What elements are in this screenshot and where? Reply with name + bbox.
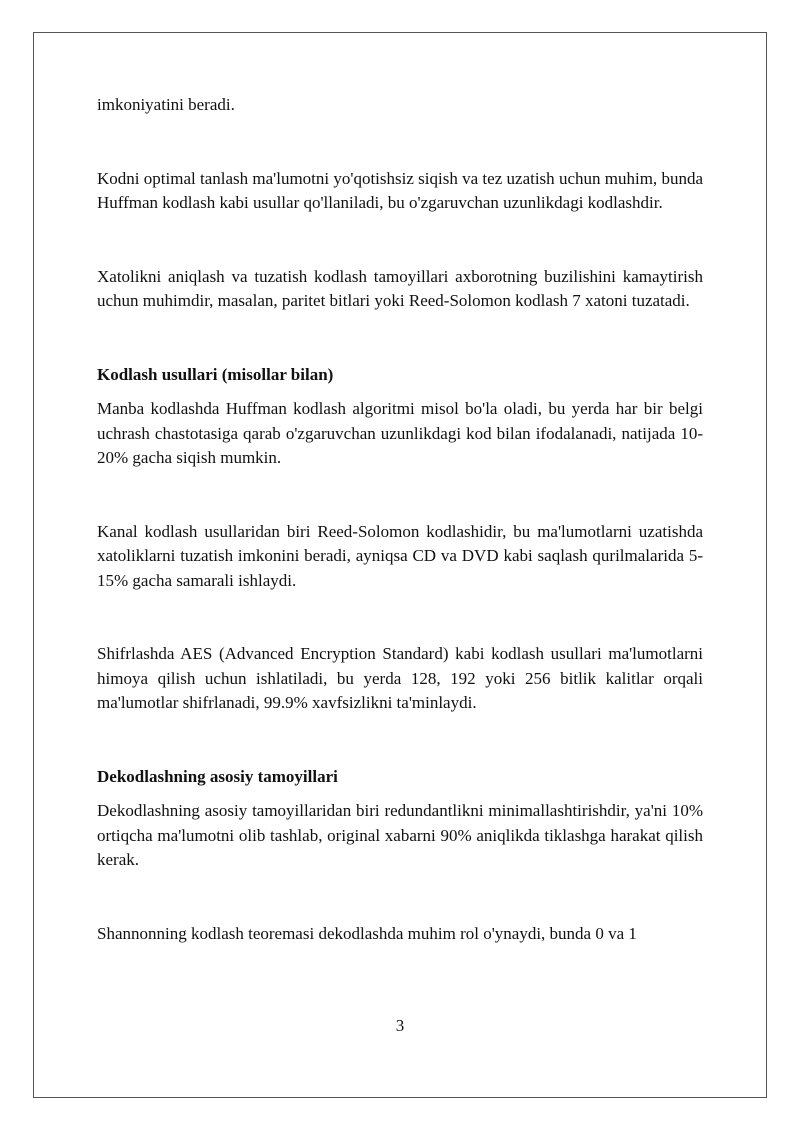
paragraph: Dekodlashning asosiy tamoyillaridan biri redundantlikni minimallashtirishdir, ya'ni 10% ortiqcha ma'lumotni olib tashlab, original xabarni 90% aniqlikda tiklashga harakat qilish kerak. (97, 801, 703, 869)
paragraph: Kanal kodlash usullaridan biri Reed-Solomon kodlashidir, bu ma'lumotlarni uzatishda xatoliklarni tuzatish imkonini beradi, ayniqsa CD va DVD kabi saqlash qurilmalarida 5-15% gacha samarali ishlaydi. (97, 521, 703, 590)
page-number: 3 (395, 1016, 405, 1035)
section-heading: Kodlash usullari (misollar bilan) (97, 364, 334, 384)
paragraph: Kodni optimal tanlash ma'lumotni yo'qotishsiz siqish va tez uzatish uchun muhim, bunda Huffman kodlash kabi usullar qo'llaniladi, bu o'zgaruvchan uzunlikdagi kodlashdir. (97, 168, 703, 212)
paragraph: Shifrlashda AES (Advanced Encryption Standard) kabi kodlash usullari ma'lumotlarni himoya qilish uchun ishlatiladi, bu yerda 128, 192 yoki 256 bitlik kalitlar orqali ma'lumotlar shifrlanadi, 99.9% xavfsizlikni ta'minlaydi. (97, 644, 703, 712)
section-heading: Dekodlashning asosiy tamoyillari (97, 766, 338, 786)
paragraph: Manba kodlashda Huffman kodlash algoritmi misol bo'la oladi, bu yerda har bir belgi uchrash chastotasiga qarab o'zgaruvchan uzunlikdagi kod bilan ifodalanadi, natijada 10-20% gacha siqish mumkin. (97, 399, 703, 467)
paragraph: Shannonning kodlash teoremasi dekodlashda muhim rol o'ynaydi, bunda 0 va 1 (97, 923, 637, 943)
paragraph: Xatolikni aniqlash va tuzatish kodlash tamoyillari axborotning buzilishini kamaytirish uchun muhimdir, masalan, paritet bitlari yoki Reed-Solomon kodlash 7 xatoni tuzatadi. (97, 266, 703, 310)
document-body (97, 93, 703, 946)
paragraph: imkoniyatini beradi. (97, 95, 235, 114)
